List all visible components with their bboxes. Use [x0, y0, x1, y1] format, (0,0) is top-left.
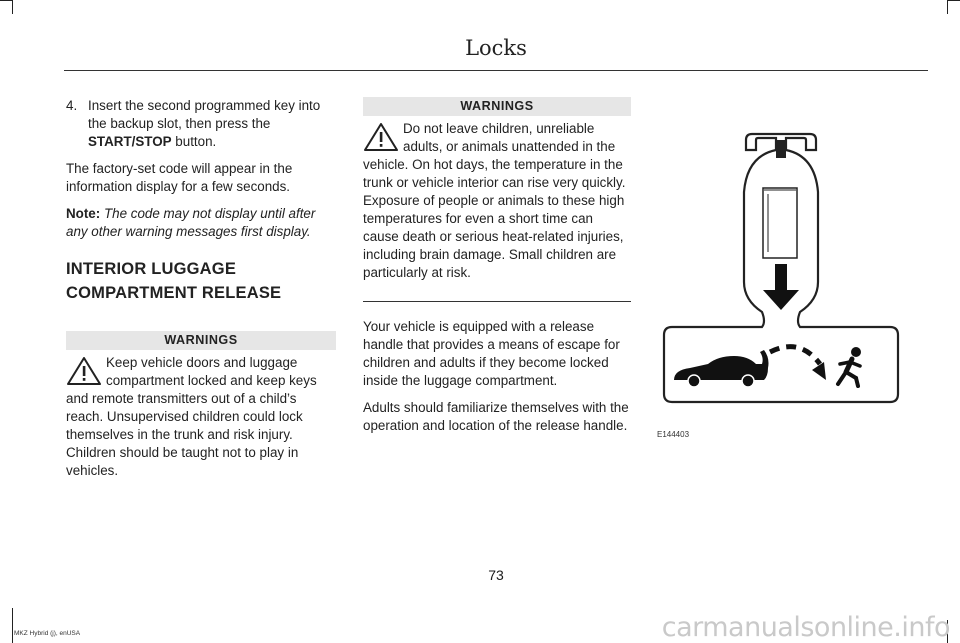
header-rule — [64, 70, 928, 71]
section-heading-line: INTERIOR LUGGAGE — [66, 260, 237, 278]
paragraph: Adults should familiarize themselves with the operation and location of the release handle. — [363, 400, 629, 433]
crop-mark — [12, 0, 13, 14]
warnings-header: WARNINGS — [363, 97, 631, 116]
note-label: Note: — [66, 206, 101, 221]
step-text — [88, 97, 336, 151]
warning-triangle-icon — [66, 356, 102, 386]
section-heading — [66, 259, 336, 303]
paragraph: Your vehicle is equipped with a release handle that provides a means of escape for children and adults if they become locked inside the luggage compartment. — [363, 319, 620, 388]
start-stop-label: START/STOP — [88, 134, 172, 149]
note — [66, 205, 336, 241]
figure-code: E144403 — [657, 430, 690, 439]
warning-block — [66, 354, 336, 480]
left-column — [66, 97, 336, 489]
crop-mark — [947, 0, 948, 14]
warnings-header: WARNINGS — [66, 331, 336, 350]
right-column — [363, 97, 631, 444]
section-heading-line: COMPARTMENT RELEASE — [66, 284, 282, 302]
step-number: 4. — [66, 98, 78, 113]
note-text: The code may not display until after any other warning messages first display. — [66, 206, 316, 239]
warning-block — [363, 120, 631, 302]
crop-mark — [948, 0, 960, 1]
release-handle-illustration — [660, 132, 904, 412]
document-id: MKZ Hybrid (j), enUSA — [14, 630, 81, 637]
step-item — [66, 97, 336, 151]
crop-mark — [12, 608, 13, 643]
watermark: carmanualsonline.info — [661, 612, 950, 643]
paragraph: The factory-set code will appear in the information display for a few seconds. — [66, 161, 293, 194]
step-text-before: Insert the second programmed key into the backup slot, then press the — [88, 98, 321, 131]
page-number: 73 — [488, 567, 504, 583]
page-title: Locks — [465, 36, 527, 60]
step-text-after: button. — [171, 134, 217, 149]
warning-triangle-icon — [363, 122, 399, 152]
warning-text: Do not leave children, unreliable adults, or animals unattended in the vehicle. On hot days, the temperature in the trunk or vehicle interior can rise very quickly. Exposure of people or animals to these high temperatures for even a short time can cause death or serious heat-related injuries, including brain damage. Small children are particularly at risk. — [363, 121, 626, 280]
warning-text: Keep vehicle doors and luggage compartment locked and keep keys and remote transmitters out of a child’s reach. Unsupervised children could lock themselves in the trunk and risk injury. Children should be taught not to play in vehicles. — [66, 355, 317, 478]
crop-mark — [0, 0, 12, 1]
